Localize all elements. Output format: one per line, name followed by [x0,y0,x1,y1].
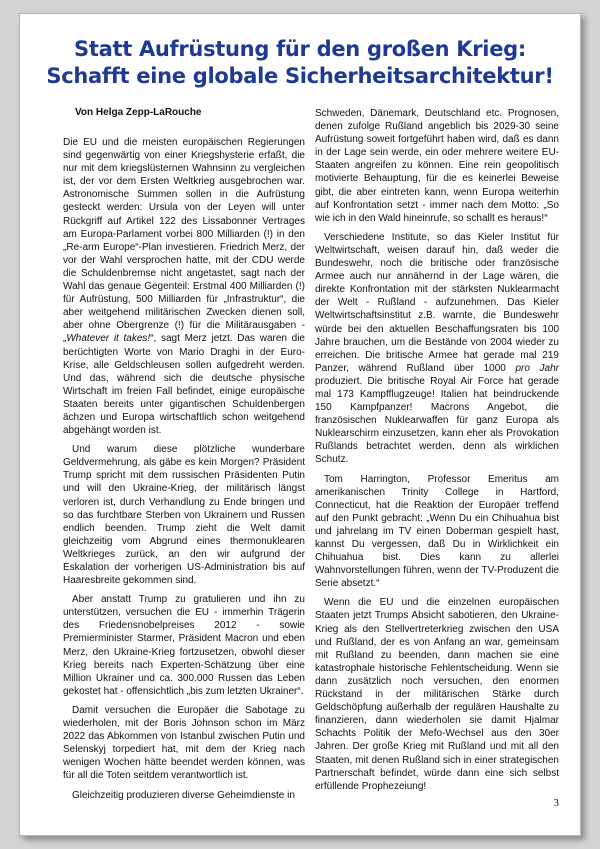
paragraph [63,704,305,783]
page [19,13,581,836]
text-run: Wenn die EU und die einzelnen europäischen Staaten jetzt Trumps Absicht sabotieren, den Ukraine-Krieg als den Stellvertreterkrieg zwischen den USA und Rußland, der es von Anfang an war, gemeinsam mit Rußland zu beenden, dann machen sie eine katastrophale historische Fehlentscheidung. Wenn sie dann zusätzlich noch versuchen, den enormen Rückstand in der militärischen Stärke durch Geldschöpfung außerhalb der regulären Haushalte zu finanzieren, dann wiederholen sie damit Hjalmar Schachts Politik der Mefo-Wechsel aus den 30er Jahren. Der große Krieg mit Rußland und mit all den Staaten, mit denen Rußland sich in einer strategischen Partnerschaft befindet, würde dann eine sich selbst erfüllende Prophezeiung! [315,597,559,792]
left-column [63,106,305,802]
paragraph [315,473,559,591]
paragraph [315,231,559,467]
text-run: Tom Harrington, Professor Emeritus am amerikanischen Trinity College in Hartford, Connecticut, hat die Reaktion der Europäer treffend auf den Punkt gebracht: „Wenn Du ein Chihuahua bist und jahrelang im TV einen Doberman gespielt hast, kannst Du vergessen, daß Du in Wirklichkeit ein Chihuahua bist. Dies kann zu allerlei Wahnvorstellungen führen, wenn der TV-Produzent die Serie absetzt.“ [315,473,559,590]
page-number: 3 [553,797,559,809]
text-run: Damit versuchen die Europäer die Sabotage zu wiederholen, mit der Boris Johnson schon im März 2022 das Abkommen von Istanbul zwischen Putin und Selenskyj torpediert hat, mit dem der Krieg nach wenigen Wochen hätte beendet werden können, was für all die Toten seitdem verantwortlich ist. [63,704,305,782]
text-run: Gleichzeitig produzieren diverse Geheimdienste in [72,789,295,801]
text-run: produziert. Die britische Royal Air Force hat gerade mal 173 Kampfflugzeuge! Italien hat beindruckende 150 Kampfpanzer! Macrons Angebot, die französischen Nuklearwaffen für ganz Europa als Nuklearschirm einzusetzen, kann eher als Provokation Rußlands betrachtet werden, denn als wirklichen Schutz. [315,375,559,466]
paragraph [315,596,559,792]
article-title [20,36,580,90]
text-run: Schweden, Dänemark, Deutschland etc. Prognosen, denen zufolge Rußland angeblich bis 2029-30 seine Aufrüstung soweit fortgeführt haben wird, daß es dann in der Lage sein werde, ein oder mehrere weitere EU-Staaten angreifen zu können. Eine rein geopolitisch motivierte Behauptung, für die es keinerlei Beweise gibt, die aber eintreten kann, wenn Europa weiterhin auf Konfrontation setzt - immer nach dem Motto: „So wie ich in den Wald hineinrufe, so schallt es heraus!“ [315,108,559,224]
paragraph [63,443,305,587]
byline: Von Helga Zepp-LaRouche [75,107,202,118]
italic-text: pro Jahr [515,362,559,374]
paragraph [63,593,305,698]
paragraph [63,789,305,802]
text-run: Die EU und die meisten europäischen Regierungen sind gegenwärtig von einer Kriegshysterie erfaßt, die nur mit dem kriegslüsternen Wahnsinn zu vergleichen ist, der vor dem Ersten Weltkrieg ausgebrochen war. Astronomische Summen sollen in die Aufrüstung gesteckt werden: Ursula von der Leyen will unter Rückgriff auf Artikel 122 des Lissabonner Vertrages am Europa-Parlament vorbei 800 Milliarden (!) in den „Re-arm Europe“-Plan investieren. Friedrich Merz, der vor der Wahl versprochen hatte, mit der CDU werde die Schuldenbremse nicht angetastet, sagt nach der Wahl das genaue Gegenteil: Erstmal 400 Milliarden (!) für Aufrüstung, 500 Milliarden für „Infrastruktur“, die aber weitgehend militärischen Zwecken dienen soll, aber ohne Obergrenze (!) für die Militärausgaben - „ [63,137,305,345]
paragraph [315,107,559,225]
title-line-2: Schafft eine globale Sicherheitsarchitektur! [46,64,554,88]
text-run: Und warum diese plötzliche wunderbare Geldvermehrung, als gäbe es kein Morgen? Präsident Trump spricht mit dem russischen Präsidenten Putin und will den Ukraine-Krieg, der militärisch längst verloren ist, durch Verhandlung zu Ende bringen und so das furchtbare Sterben von Ukrainern und Russen endlich beenden. Trump zieht die Welt damit gleichzeitig vom Abgrund eines thermonuklearen Weltkrieges zurück, an den wir aufgrund der Eskalation der vorherigen US-Administration bis auf Haaresbreite gekommen sind. [63,444,305,587]
text-run: Aber anstatt Trump zu gratulieren und ihn zu unterstützen, versuchen die EU - immerhin Trägerin des Friedensnobelpreises 2012 - sowie Premierminister Starmer, Präsident Macron und eben Merz, den Ukraine-Krieg fortzusetzen, obwohl dieser Krieg bereits nach Experten-Schätzung über eine Million Ukrainer und ca. 300.000 Russen das Leben gekostet hat - offensichtlich „bis zum letzten Ukrainer“. [63,594,305,697]
italic-text: Whatever it takes! [66,333,151,345]
text-run: Verschiedene Institute, so das Kieler Institut für Weltwirtschaft, weisen darauf hin, daß weder die Bundeswehr, noch die britische oder französische Armee auch nur annähernd in der Lage wären, die direkte Konfrontation mit der stärksten Nuklearmacht der Welt - Rußland - aufzunehmen. Das Kieler Weltwirtschaftsinstitut z.B. warnte, die Bundeswehr würde bei den aktuellen Beschaffungsraten bis 100 Jahre brauchen, um die Bestände von 2004 wieder zu erreichen. Die britische Armee hat gerade mal 219 Panzer, während Rußland über 1000 [315,231,559,374]
paragraph [63,136,305,437]
title-line-1: Statt Aufrüstung für den großen Krieg: [74,37,526,61]
text-run: “, sagt Merz jetzt. Das waren die berüchtigten Worte von Mario Draghi in der Euro-Krise, alle Geldschleusen sollen aufgedreht werden. Und das, während sich die deutsche physische Wirtschaft im freien Fall befindet, einige europäische Staaten bereits unter gigantischen Schuldenbergen ächzen und Europa wirtschaftlich schon weitgehend abgehängt worden ist. [63,333,305,437]
right-column [315,107,559,793]
